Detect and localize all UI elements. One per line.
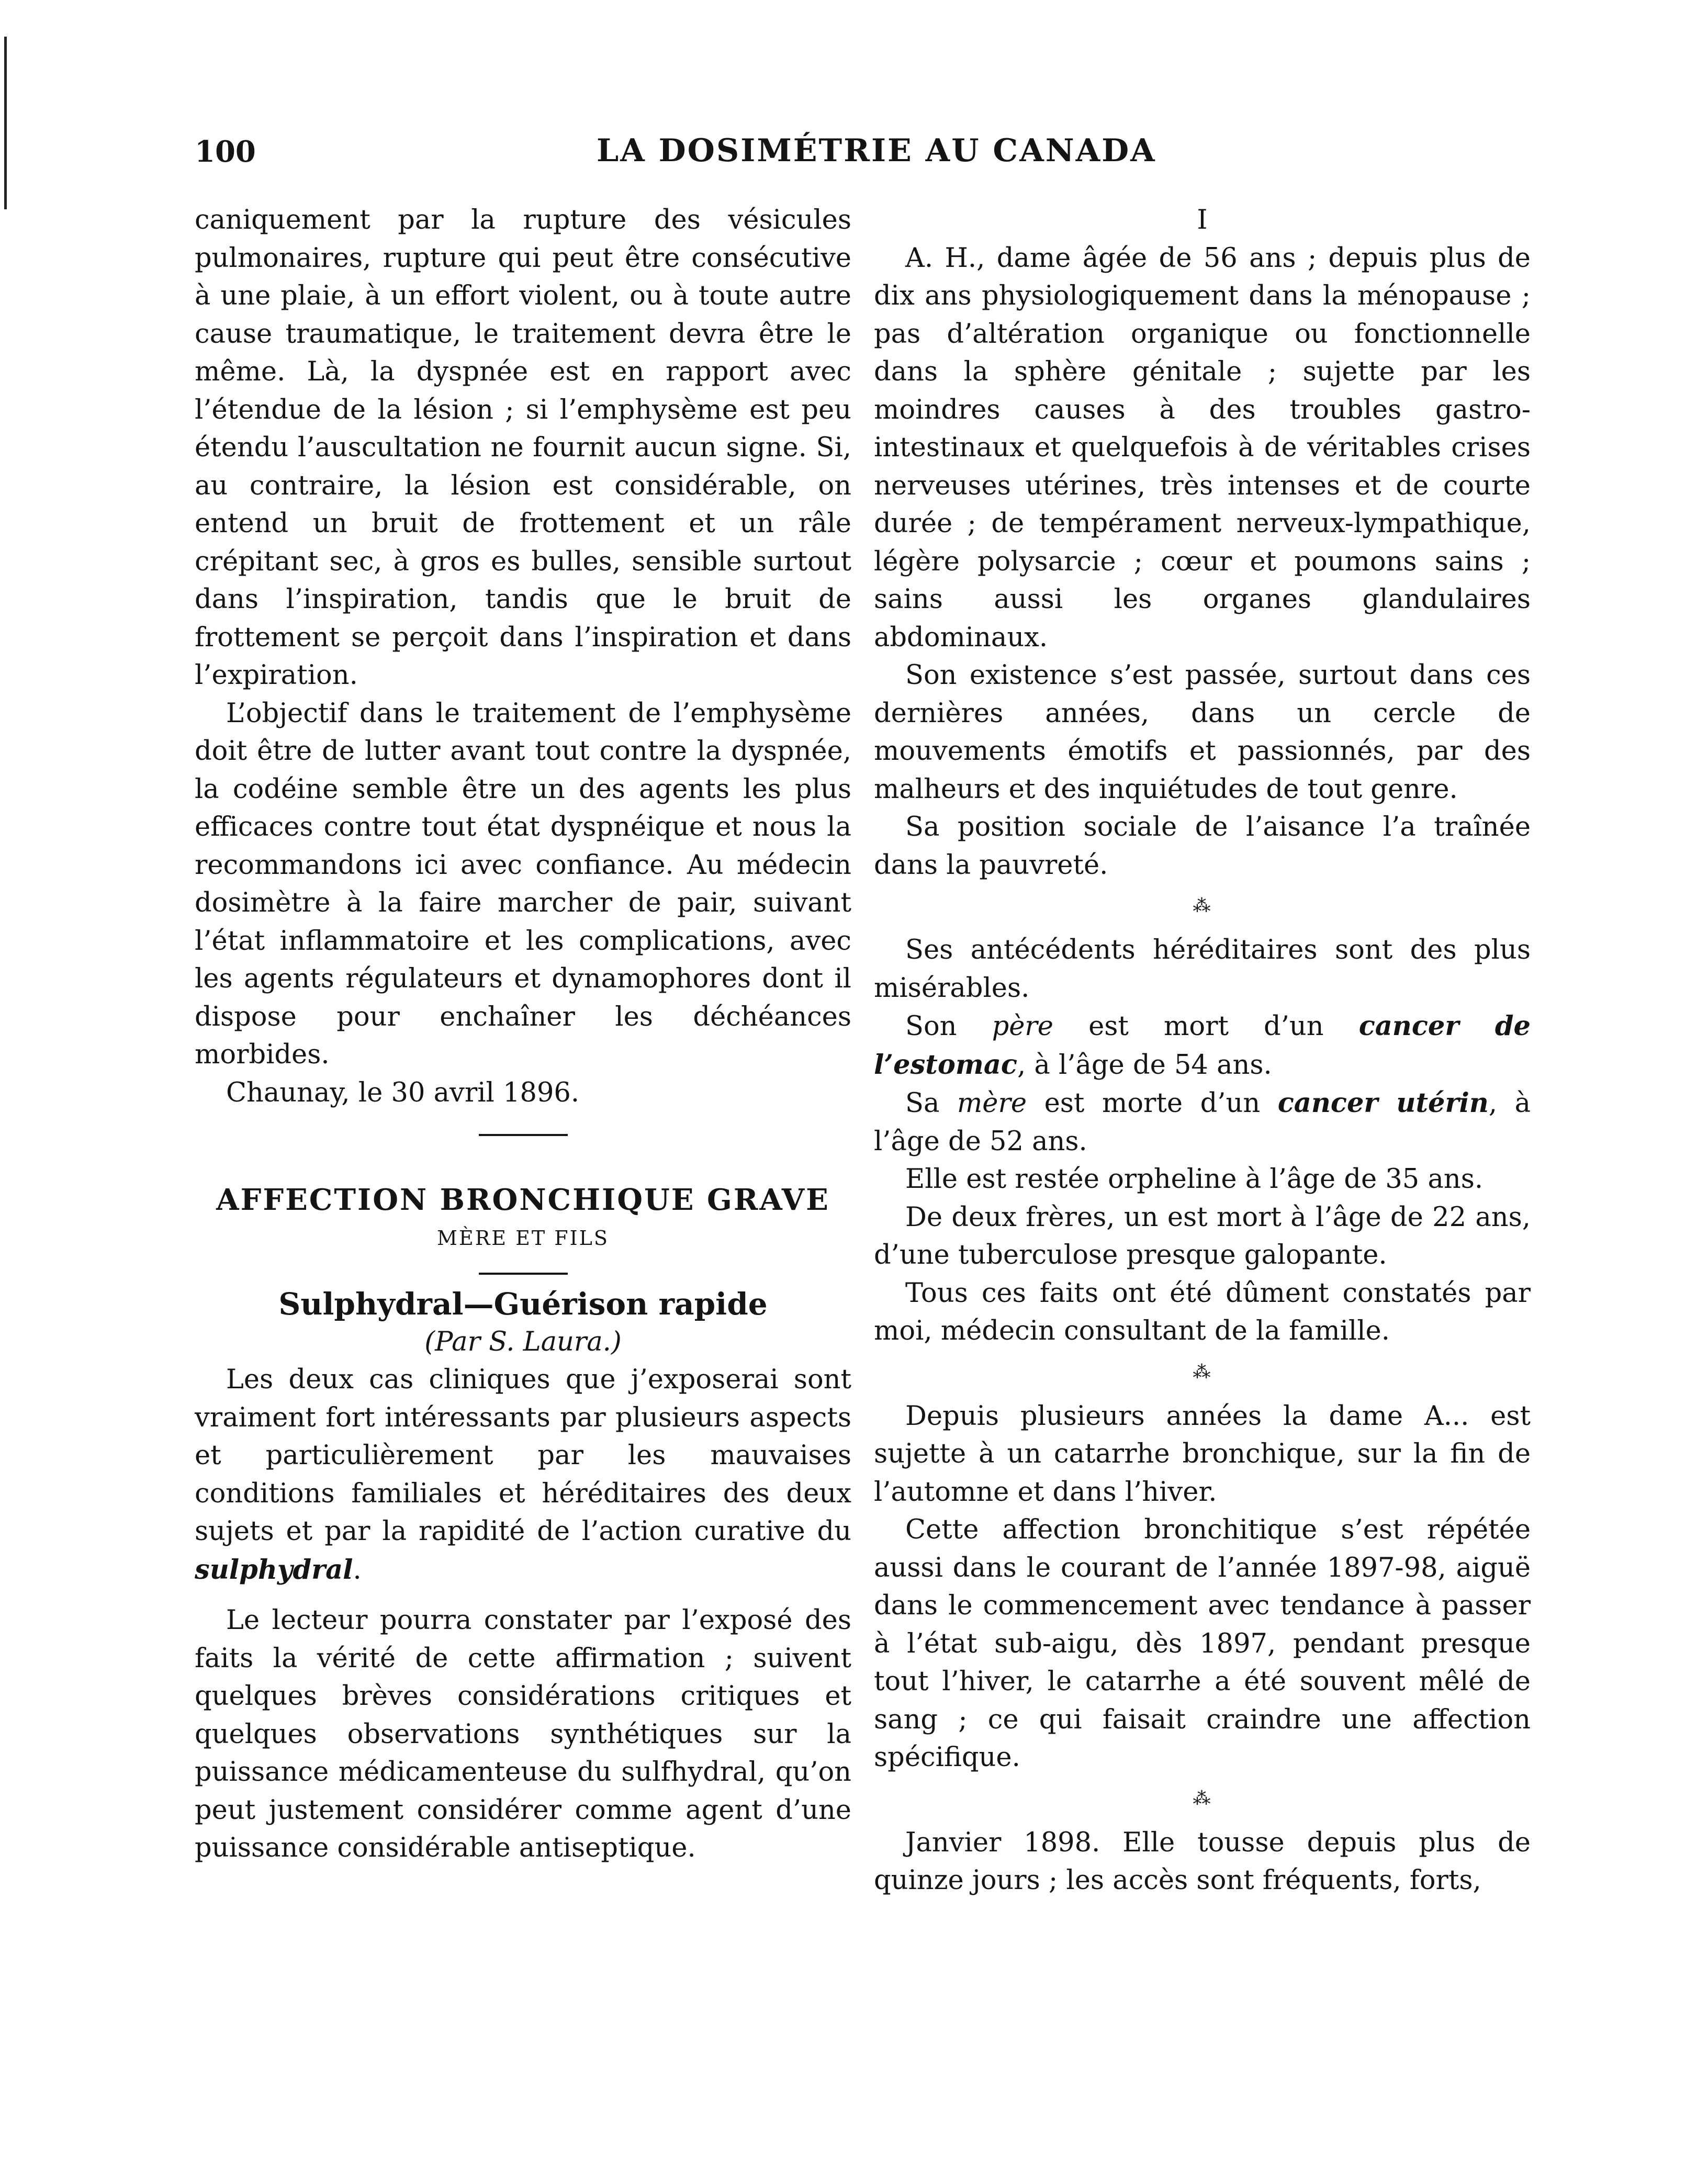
- article-subtitle: MÈRE ET FILS: [437, 1226, 609, 1250]
- section-numeral: I: [1197, 205, 1208, 235]
- right-column: [874, 201, 1531, 1900]
- paragraph: Elle est restée orpheline à l’âge de 35 ans.: [905, 1164, 1484, 1195]
- paragraph: Depuis plusieurs années la dame A... est sujette à un catarrhe bronchique, sur la fin de l’automne et dans l’hiver.: [874, 1400, 1531, 1508]
- paragraph: Ses antécédents héréditaires sont des plus misérables.: [874, 935, 1531, 1004]
- byline: (Par S. Laura.): [424, 1326, 622, 1357]
- paragraph: Cette affection bronchitique s’est répétée aussi dans le courant de l’année 1897-98, aiguë dans le commencement avec tendance à passer à l’état sub-aigu, dès 1897, pendant presque tout l’hiver, le catarrhe a été souvent mêlé de sang ; ce qui faisait craindre une affection spécifique.: [874, 1514, 1531, 1773]
- paragraph: Janvier 1898. Elle tousse depuis plus de quinze jours ; les accès sont fréquents, forts,: [874, 1827, 1531, 1896]
- signoff: Chaunay, le 30 avril 1896.: [226, 1077, 580, 1108]
- paragraph: caniquement par la rupture des vésicules pulmonaires, rupture qui peut être consécutive à une plaie, à un effort violent, ou à toute autre cause traumatique, le traitement devra être le même. Là, la dyspnée est en rapport avec l’étendue de la lésion ; si l’emphysème est peu étendu l’auscultation ne fournit aucun signe. Si, au contraire, la lésion est considérable, on entend un bruit de frottement et un râle crépitant sec, à gros es bulles, sensible surtout dans l’inspiration, tandis que le bruit de frottement se perçoit dans l’inspiration et dans l’expiration.: [195, 205, 851, 691]
- page-number: 100: [195, 134, 256, 169]
- asterism-separator: ⁂: [1193, 1361, 1212, 1383]
- paragraph: A. H., dame âgée de 56 ans ; depuis plus de dix ans physiologiquement dans la ménopause ; pas d’altération organique ou fonctionnelle dans la sphère génitale ; sujette par les moindres causes à des troubles gastro-intestinaux et quelquefois à de véritables crises nerveuses utérines, très intenses et de courte durée ; de tempérament nerveux-lympathique, légère polysarcie ; cœur et poumons sains ; sains aussi les organes glandulaires abdominaux.: [874, 242, 1531, 653]
- paragraph: Le lecteur pourra constater par l’exposé des faits la vérité de cette affirmation ; suivent quelques brèves considérations critiques et quelques observations synthétiques sur la puissance médicamenteuse du sulfhydral, qu’on peut justement considérer comme agent d’une puissance considérable antiseptique.: [195, 1605, 851, 1863]
- left-column: [195, 201, 851, 1868]
- scan-edge-line: [4, 37, 7, 209]
- paragraph: Son père est mort d’un cancer de l’estomac, à l’âge de 54 ans.: [874, 1010, 1531, 1081]
- paragraph: Sa mère est morte d’un cancer utérin, à l’âge de 52 ans.: [874, 1087, 1531, 1157]
- article-title: AFFECTION BRONCHIQUE GRAVE: [216, 1183, 830, 1217]
- asterism-separator: ⁂: [1193, 1788, 1212, 1809]
- paragraph: Les deux cas cliniques que j’exposerai sont vraiment fort intéressants par plusieurs aspects et particulièrement par les mauvaises conditions familiales et héréditaires des deux sujets et par la rapidité de l’action curative du sulphydral.: [195, 1364, 851, 1586]
- paragraph: Tous ces faits ont été dûment constatés par moi, médecin consultant de la famille.: [874, 1277, 1531, 1346]
- asterism-separator: ⁂: [1193, 895, 1212, 916]
- running-head: LA DOSIMÉTRIE AU CANADA: [597, 132, 1156, 169]
- paragraph: Son existence s’est passée, surtout dans ces dernières années, dans un cercle de mouvements émotifs et passionnés, par des malheurs et des inquiétudes de tout genre.: [874, 660, 1531, 805]
- paragraph: Sa position sociale de l’aisance l’a traînée dans la pauvreté.: [874, 812, 1531, 881]
- article-heading: Sulphydral—Guérison rapide: [278, 1286, 768, 1322]
- paragraph: L’objectif dans le traitement de l’emphysème doit être de lutter avant tout contre la dyspnée, la codéine semble être un des agents les plus efficaces contre tout état dyspnéique et nous la recommandons ici avec confiance. Au médecin dosimètre à la faire marcher de pair, suivant l’état inflammatoire et les complications, avec les agents régulateurs et dynamophores dont il dispose pour enchaîner les déchéances morbides.: [195, 698, 851, 1070]
- paragraph: De deux frères, un est mort à l’âge de 22 ans, d’une tuberculose presque galopante.: [874, 1201, 1531, 1271]
